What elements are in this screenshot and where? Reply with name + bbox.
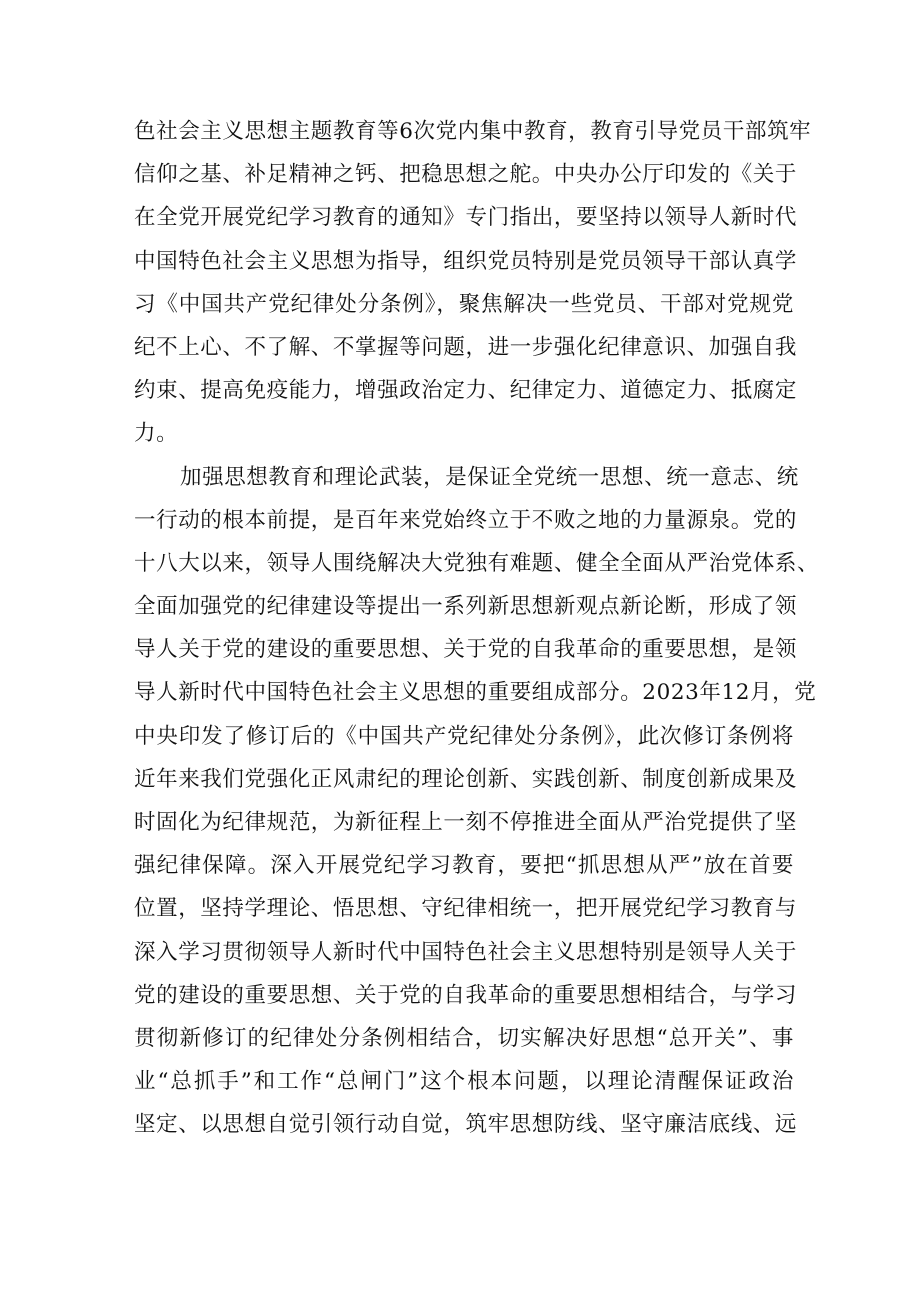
text-line: 全面加强党的纪律建设等提出一系列新思想新观点新论断，形成了领: [134, 594, 798, 620]
text-line: 深入学习贯彻领导人新时代中国特色社会主义思想特别是领导人关于: [134, 939, 798, 965]
text-line: 近年来我们党强化正风肃纪的理论创新、实践创新、制度创新成果及: [134, 766, 798, 792]
text-line: 导人新时代中国特色社会主义思想的重要组成部分。2023年12月，党: [134, 680, 817, 706]
text-line: 中国特色社会主义思想为指导，组织党员特别是党员领导干部认真学: [134, 248, 798, 274]
paragraph-2: [134, 456, 820, 1147]
text-line: 一行动的根本前提，是百年来党始终立于不败之地的力量源泉。党的: [134, 507, 798, 533]
text-line: 坚定、以思想自觉引领行动自觉，筑牢思想防线、坚守廉洁底线、远: [134, 1112, 798, 1138]
text-line: 约束、提高免疫能力，增强政治定力、纪律定力、道德定力、抵腐定: [134, 378, 798, 404]
text-line: 纪不上心、不了解、不掌握等问题，进一步强化纪律意识、加强自我: [134, 334, 798, 360]
text-line: 业“总抓手”和工作“总闸门”这个根本问题，以理论清醒保证政治: [134, 1069, 794, 1095]
document-body: [134, 110, 820, 1147]
text-line: 信仰之基、补足精神之钙、把稳思想之舵。中央办公厅印发的《关于: [134, 162, 798, 188]
text-line: 力。: [134, 421, 179, 447]
text-line: 中央印发了修订后的《中国共产党纪律处分条例》，此次修订条例将: [134, 723, 794, 749]
text-line: 位置，坚持学理论、悟思想、守纪律相统一，把开展党纪学习教育与: [134, 896, 798, 922]
text-line: 贯彻新修订的纪律处分条例相结合，切实解决好思想“总开关”、事: [134, 1025, 794, 1051]
text-line: 在全党开展党纪学习教育的通知》专门指出，要坚持以领导人新时代: [134, 205, 798, 231]
text-line: 加强思想教育和理论武装，是保证全党统一思想、统一意志、统: [180, 464, 799, 490]
text-line: 色社会主义思想主题教育等6次党内集中教育，教育引导党员干部筑牢: [134, 119, 812, 144]
text-line: 时固化为纪律规范，为新征程上一刻不停推进全面从严治党提供了坚: [134, 810, 798, 835]
paragraph-1: [134, 110, 812, 456]
text-line: 习《中国共产党纪律处分条例》，聚焦解决一些党员、干部对党规党: [134, 291, 794, 317]
text-line: 强纪律保障。深入开展党纪学习教育，要把“抓思想从严”放在首要: [134, 853, 794, 879]
text-line: 党的建设的重要思想、关于党的自我革命的重要思想相结合，与学习: [134, 982, 798, 1008]
text-line: 导人关于党的建设的重要思想、关于党的自我革命的重要思想，是领: [134, 637, 798, 663]
text-line: 十八大以来，领导人围绕解决大党独有难题、健全全面从严治党体系、: [134, 550, 820, 576]
